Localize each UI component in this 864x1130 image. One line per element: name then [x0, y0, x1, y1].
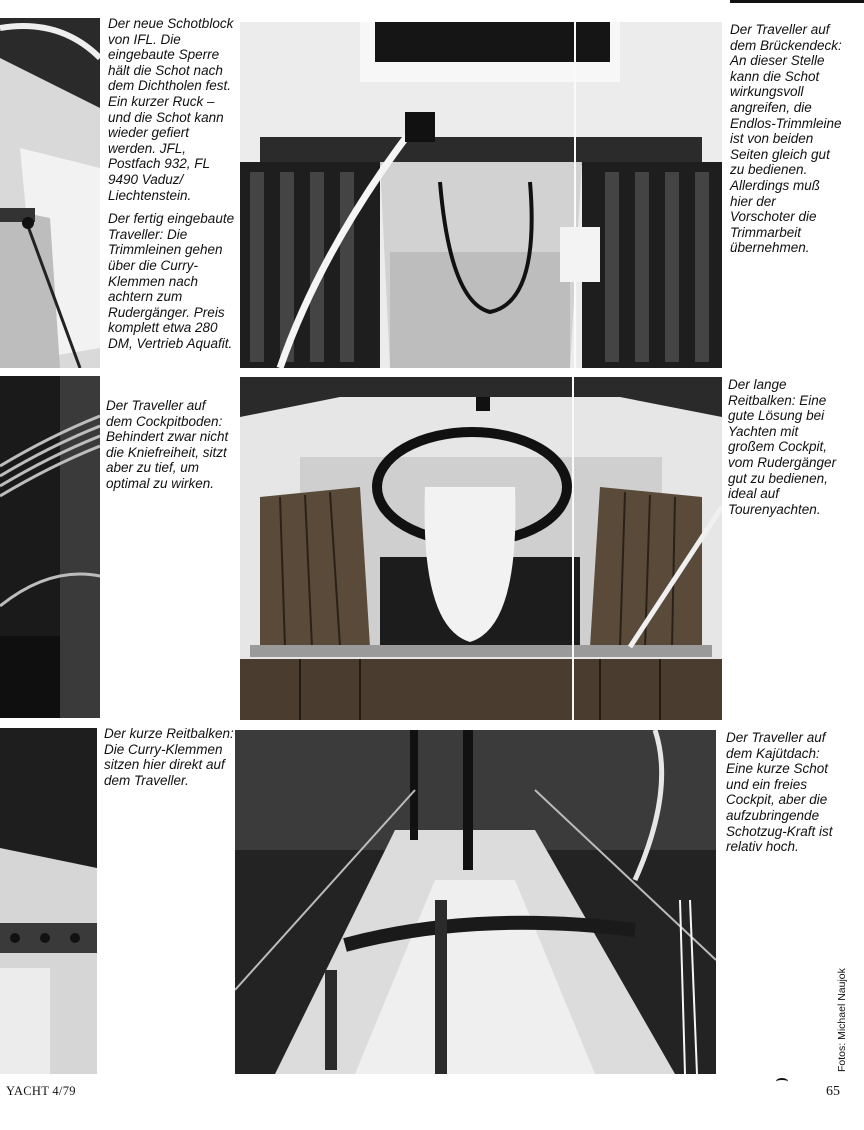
photo-cockpitboden	[0, 376, 100, 718]
caption-schotblock: Der neue Schotblock von IFL. Die eingebaute Sperre hält die Schot nach dem Dichtholen fest. Ein kurzer Ruck – und die Schot kann wieder gefiert werden. JFL, Postfach 932, FL 9490 Vaduz/ Liechtenstein.	[108, 16, 234, 203]
caption-kajuetdach: Der Traveller auf dem Kajütdach: Eine kurze Schot und ein freies Cockpit, aber die aufzubringende Schotzug-Kraft ist relativ hoch.	[726, 730, 833, 855]
caption-cockpitboden: Der Traveller auf dem Cockpitboden: Behindert zwar nicht die Kniefreiheit, sitzt aber zu tief, um optimal zu wirken.	[106, 398, 229, 491]
photo-kurze-reitbalken	[0, 728, 97, 1074]
caption-kurze-reitbalken: Der kurze Reitbalken: Die Curry-Klemmen sitzen hier direkt auf dem Traveller.	[104, 726, 234, 788]
photo-credit: Fotos: Michael Naujok	[836, 968, 848, 1072]
magazine-issue: YACHT 4/79	[6, 1084, 76, 1098]
photo-lange-reitbalken	[240, 377, 722, 720]
caption-brueckendeck: Der Traveller auf dem Brückendeck: An dieser Stelle kann die Schot wirkungsvoll angreifen, die Endlos-Trimmleine ist von beiden Seiten gleich gut zu bedienen. Allerdings muß hier der Vorschoter die Trimmarbeit übernehmen.	[730, 22, 842, 256]
photo-schotblock	[0, 18, 100, 368]
caption-lange-reitbalken: Der lange Reitbalken: Eine gute Lösung bei Yachten mit großem Cockpit, vom Rudergänger gut zu bedienen, ideal auf Tourenyachten.	[728, 377, 837, 517]
caption-column-top-left	[108, 16, 236, 359]
page-number: 65	[826, 1084, 840, 1099]
decorative-mark	[776, 1078, 788, 1085]
caption-eingebauter-traveller: Der fertig eingebaute Traveller: Die Trimmleinen gehen über die Curry-Klemmen nach achtern zum Rudergänger. Preis komplett etwa 280 DM, Vertrieb Aquafit.	[108, 211, 235, 351]
top-rule	[730, 0, 864, 3]
photo-kajuetdach	[235, 730, 716, 1074]
photo-brueckendeck	[240, 22, 722, 368]
